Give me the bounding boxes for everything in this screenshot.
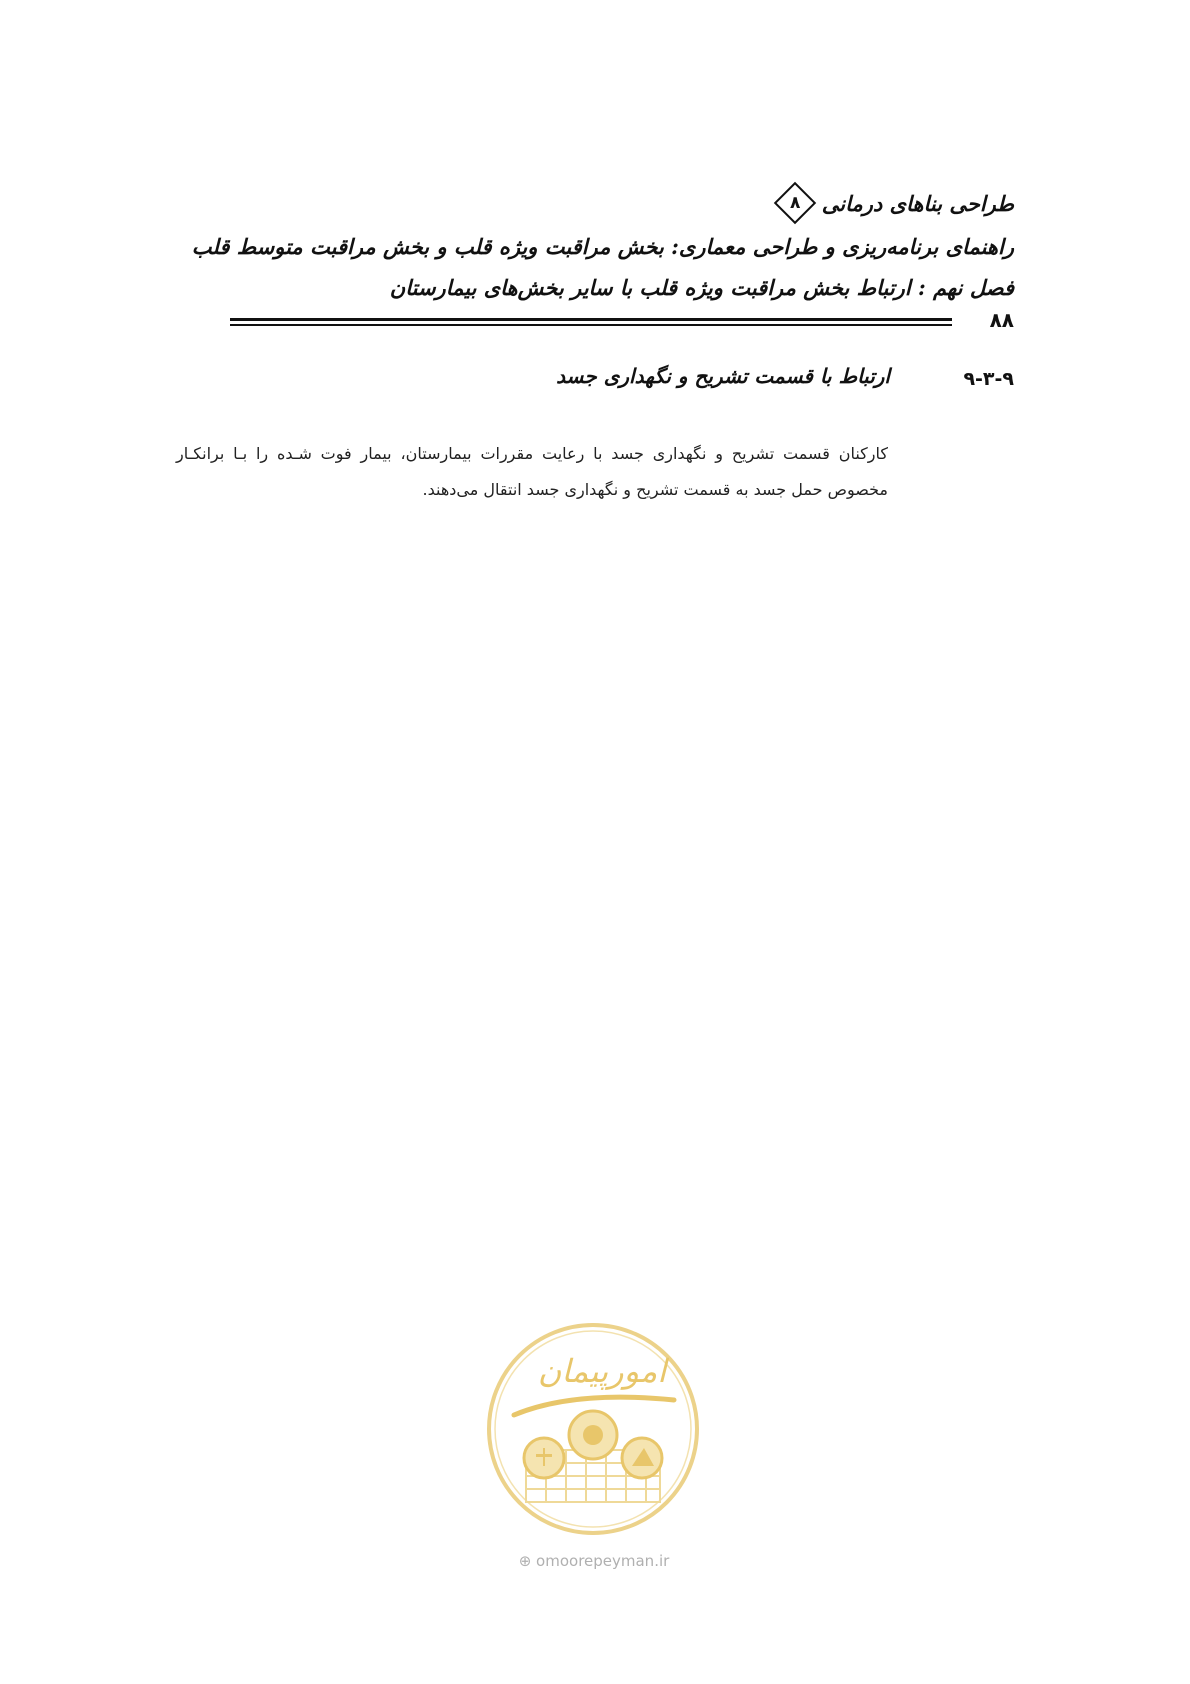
chapter-title: فصل نهم : ارتباط بخش مراقبت ویژه قلب با سایر بخش‌های بیمارستان [389,275,1014,300]
watermark-logo [484,1320,702,1538]
series-number: ۸ [789,193,800,214]
watermark-logo-text: امورپیمان [537,1352,667,1390]
body-line-2: مخصوص حمل جسد به قسمت تشریح و نگهداری جسد انتقال می‌دهند. [422,480,888,499]
globe-icon: ⊕ [518,1552,532,1570]
page-number: ۸۸ [989,308,1014,332]
header-rule-thin [230,324,952,326]
series-title-line [772,188,1014,218]
series-number-badge [774,182,816,224]
book-title: راهنمای برنامه‌ریزی و طراحی معماری: بخش مراقبت ویژه قلب و بخش مراقبت متوسط قلب [191,234,1014,259]
section-title: ارتباط با قسمت تشریح و نگهداری جسد [556,364,890,388]
series-title: طراحی بناهای درمانی [821,190,1014,216]
section-number: ۹-۳-۹ [963,368,1014,390]
watermark-url: ⊕ omoorepeyman.ir [518,1552,670,1570]
body-line-1: کارکنان قسمت تشریح و نگهداری جسد با رعایت مقررات بیمارستان، بیمار فوت شـده را بـا برانکـار [176,444,888,463]
header-rule-thick [230,318,952,321]
